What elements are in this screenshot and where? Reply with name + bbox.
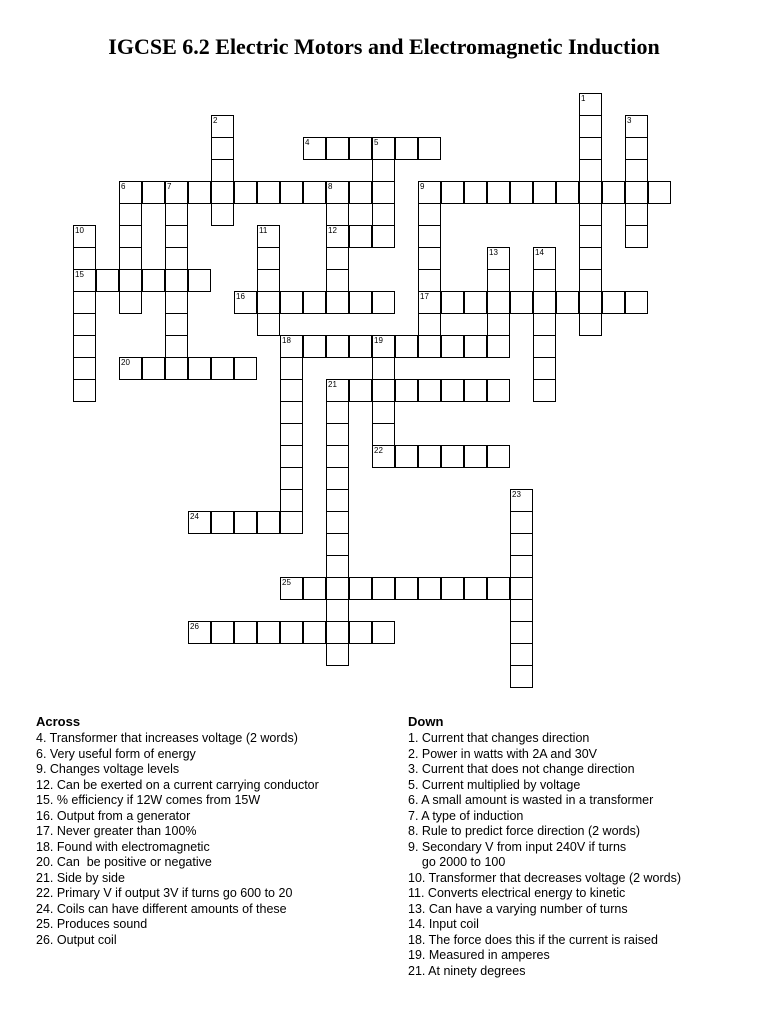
down-clue: 6. A small amount is wasted in a transformer: [408, 793, 654, 807]
crossword-cell[interactable]: [349, 181, 372, 204]
down-clue: 1. Current that changes direction: [408, 731, 590, 745]
clue-number: 20: [121, 358, 130, 367]
crossword-cell[interactable]: [326, 423, 349, 446]
crossword-cell[interactable]: [326, 489, 349, 512]
clue-number: 8: [328, 182, 333, 191]
crossword-cell[interactable]: [119, 203, 142, 226]
crossword-cell[interactable]: [556, 291, 579, 314]
crossword-cell[interactable]: [280, 621, 303, 644]
crossword-cell[interactable]: [648, 181, 671, 204]
crossword-cell[interactable]: [418, 313, 441, 336]
crossword-cell[interactable]: [165, 313, 188, 336]
crossword-cell[interactable]: [533, 181, 556, 204]
crossword-cell[interactable]: [533, 335, 556, 358]
crossword-cell[interactable]: [602, 181, 625, 204]
crossword-cell[interactable]: [418, 291, 441, 314]
crossword-cell[interactable]: [556, 181, 579, 204]
crossword-cell[interactable]: [372, 401, 395, 424]
crossword-cell[interactable]: [510, 555, 533, 578]
crossword-cell[interactable]: [579, 93, 602, 116]
across-clue: 15. % efficiency if 12W comes from 15W: [36, 793, 261, 807]
crossword-cell[interactable]: [119, 247, 142, 270]
clue-number: 13: [489, 248, 498, 257]
crossword-cell[interactable]: [280, 181, 303, 204]
clue-number: 21: [328, 380, 337, 389]
crossword-cell[interactable]: [303, 577, 326, 600]
crossword-cell[interactable]: [625, 181, 648, 204]
crossword-cell[interactable]: [326, 643, 349, 666]
crossword-cell[interactable]: [418, 335, 441, 358]
crossword-cell[interactable]: [487, 379, 510, 402]
down-clue: 18. The force does this if the current is raised: [408, 932, 658, 947]
crossword-cell[interactable]: [280, 467, 303, 490]
clue-number: 24: [190, 512, 199, 521]
crossword-cell[interactable]: [280, 291, 303, 314]
crossword-cell[interactable]: [579, 203, 602, 226]
crossword-cell[interactable]: [349, 137, 372, 160]
crossword-cell[interactable]: [96, 269, 119, 292]
crossword-cell[interactable]: [326, 599, 349, 622]
clue-number: 4: [305, 138, 310, 147]
crossword-cell[interactable]: [234, 511, 257, 534]
down-clues: [408, 714, 738, 979]
crossword-cell[interactable]: [73, 225, 96, 248]
crossword-cell[interactable]: [533, 313, 556, 336]
crossword-cell[interactable]: [372, 423, 395, 446]
crossword-cell[interactable]: [625, 137, 648, 160]
crossword-cell[interactable]: [211, 137, 234, 160]
crossword-cell[interactable]: [464, 181, 487, 204]
clue-number: 6: [121, 182, 126, 191]
crossword-cell[interactable]: [487, 269, 510, 292]
clue-number: 25: [282, 578, 291, 587]
crossword-cell[interactable]: [257, 291, 280, 314]
crossword-cell[interactable]: [464, 577, 487, 600]
crossword-cell[interactable]: [326, 269, 349, 292]
down-clue: 21. At ninety degrees: [408, 963, 526, 978]
down-clue: go 2000 to 100: [408, 855, 506, 869]
down-clue: 2. Power in watts with 2A and 30V: [408, 746, 597, 761]
crossword-cell[interactable]: [280, 335, 303, 358]
crossword-cell[interactable]: [165, 335, 188, 358]
crossword-cell[interactable]: [510, 489, 533, 512]
crossword-cell[interactable]: [280, 511, 303, 534]
crossword-cell[interactable]: [165, 247, 188, 270]
clue-number: 7: [167, 182, 172, 191]
crossword-cell[interactable]: [418, 247, 441, 270]
clue-number: 26: [190, 622, 199, 631]
crossword-cell[interactable]: [579, 225, 602, 248]
across-clue: 16. Output from a generator: [36, 808, 191, 823]
crossword-cell[interactable]: [510, 599, 533, 622]
crossword-cell[interactable]: [533, 357, 556, 380]
crossword-cell[interactable]: [441, 335, 464, 358]
crossword-cell[interactable]: [395, 379, 418, 402]
down-clue: 7. A type of induction: [408, 808, 524, 823]
clue-number: 15: [75, 270, 84, 279]
crossword-cell[interactable]: [625, 115, 648, 138]
crossword-cell[interactable]: [510, 621, 533, 644]
crossword-cell[interactable]: [579, 159, 602, 182]
crossword-cell[interactable]: [303, 137, 326, 160]
crossword-cell[interactable]: [441, 181, 464, 204]
crossword-cell[interactable]: [326, 511, 349, 534]
crossword-cell[interactable]: [372, 203, 395, 226]
crossword-cell[interactable]: [326, 335, 349, 358]
crossword-cell[interactable]: [326, 181, 349, 204]
crossword-cell[interactable]: [487, 445, 510, 468]
crossword-cell[interactable]: [579, 137, 602, 160]
across-clue: 20. Can be positive or negative: [36, 855, 212, 869]
down-clue: 19. Measured in amperes: [408, 948, 550, 962]
crossword-cell[interactable]: [165, 225, 188, 248]
crossword-cell[interactable]: [372, 291, 395, 314]
crossword-cell[interactable]: [326, 621, 349, 644]
crossword-cell[interactable]: [372, 181, 395, 204]
crossword-cell[interactable]: [372, 225, 395, 248]
clue-number: 17: [420, 292, 429, 301]
crossword-cell[interactable]: [142, 181, 165, 204]
crossword-cell[interactable]: [418, 181, 441, 204]
crossword-cell[interactable]: [418, 577, 441, 600]
crossword-cell[interactable]: [73, 357, 96, 380]
crossword-cell[interactable]: [372, 335, 395, 358]
crossword-cell[interactable]: [349, 291, 372, 314]
crossword-cell[interactable]: [510, 533, 533, 556]
crossword-cell[interactable]: [280, 445, 303, 468]
crossword-cell[interactable]: [188, 269, 211, 292]
crossword-cell[interactable]: [372, 577, 395, 600]
crossword-cell[interactable]: [625, 291, 648, 314]
crossword-cell[interactable]: [303, 621, 326, 644]
crossword-cell[interactable]: [280, 423, 303, 446]
crossword-cell[interactable]: [349, 225, 372, 248]
crossword-cell[interactable]: [280, 577, 303, 600]
crossword-cell[interactable]: [510, 577, 533, 600]
across-clue: 18. Found with electromagnetic: [36, 839, 210, 854]
crossword-cell[interactable]: [211, 357, 234, 380]
across-clue: 6. Very useful form of energy: [36, 746, 196, 761]
crossword-cell[interactable]: [303, 335, 326, 358]
crossword-cell[interactable]: [142, 269, 165, 292]
crossword-cell[interactable]: [326, 137, 349, 160]
down-clue: 3. Current that does not change direction: [408, 762, 635, 776]
crossword-cell[interactable]: [73, 313, 96, 336]
crossword-cell[interactable]: [257, 621, 280, 644]
crossword-cell[interactable]: [464, 379, 487, 402]
crossword-cell[interactable]: [441, 379, 464, 402]
crossword-cell[interactable]: [211, 621, 234, 644]
crossword-cell[interactable]: [625, 225, 648, 248]
crossword-cell[interactable]: [372, 621, 395, 644]
crossword-cell[interactable]: [73, 269, 96, 292]
across-clue: 4. Transformer that increases voltage (2 words): [36, 731, 298, 745]
down-clue: 5. Current multiplied by voltage: [408, 777, 581, 792]
clue-number: 16: [236, 292, 245, 301]
crossword-cell[interactable]: [395, 577, 418, 600]
crossword-cell[interactable]: [372, 137, 395, 160]
crossword-cell[interactable]: [257, 511, 280, 534]
crossword-cell[interactable]: [234, 181, 257, 204]
crossword-cell[interactable]: [418, 379, 441, 402]
crossword-cell[interactable]: [257, 313, 280, 336]
crossword-cell[interactable]: [142, 357, 165, 380]
crossword-cell[interactable]: [234, 357, 257, 380]
crossword-cell[interactable]: [211, 159, 234, 182]
crossword-cell[interactable]: [234, 621, 257, 644]
down-clue: 11. Converts electrical energy to kinetic: [408, 886, 626, 900]
crossword-cell[interactable]: [510, 665, 533, 688]
crossword-cell[interactable]: [326, 533, 349, 556]
crossword-cell[interactable]: [441, 291, 464, 314]
crossword-cell[interactable]: [188, 621, 211, 644]
down-clue: 8. Rule to predict force direction (2 words): [408, 824, 641, 838]
crossword-cell[interactable]: [579, 291, 602, 314]
crossword-cell[interactable]: [418, 269, 441, 292]
crossword-cell[interactable]: [349, 379, 372, 402]
crossword-cell[interactable]: [257, 225, 280, 248]
crossword-cell[interactable]: [533, 291, 556, 314]
crossword-cell[interactable]: [349, 577, 372, 600]
crossword-cell[interactable]: [625, 203, 648, 226]
crossword-cell[interactable]: [464, 291, 487, 314]
crossword-cell[interactable]: [418, 203, 441, 226]
clue-number: 22: [374, 446, 383, 455]
crossword-cell[interactable]: [211, 203, 234, 226]
crossword-cell[interactable]: [395, 445, 418, 468]
crossword-cell[interactable]: [73, 247, 96, 270]
crossword-cell[interactable]: [372, 379, 395, 402]
crossword-cell[interactable]: [625, 159, 648, 182]
crossword-cell[interactable]: [418, 225, 441, 248]
crossword-cell[interactable]: [510, 511, 533, 534]
crossword-cell[interactable]: [349, 621, 372, 644]
crossword-cell[interactable]: [395, 137, 418, 160]
crossword-cell[interactable]: [234, 291, 257, 314]
across-clue: 22. Primary V if output 3V if turns go 600 to 20: [36, 886, 293, 900]
crossword-cell[interactable]: [280, 379, 303, 402]
crossword-cell[interactable]: [280, 357, 303, 380]
crossword-cell[interactable]: [579, 313, 602, 336]
crossword-cell[interactable]: [165, 269, 188, 292]
crossword-cell[interactable]: [487, 291, 510, 314]
crossword-cell[interactable]: [372, 445, 395, 468]
crossword-cell[interactable]: [165, 357, 188, 380]
crossword-cell[interactable]: [280, 401, 303, 424]
down-clue: 13. Can have a varying number of turns: [408, 901, 628, 916]
crossword-cell[interactable]: [73, 291, 96, 314]
crossword-cell[interactable]: [487, 577, 510, 600]
crossword-cell[interactable]: [257, 247, 280, 270]
crossword-cell[interactable]: [326, 203, 349, 226]
crossword-cell[interactable]: [510, 643, 533, 666]
crossword-cell[interactable]: [464, 335, 487, 358]
crossword-cell[interactable]: [188, 511, 211, 534]
crossword-cell[interactable]: [326, 577, 349, 600]
crossword-cell[interactable]: [73, 379, 96, 402]
crossword-cell[interactable]: [119, 181, 142, 204]
across-clue: 24. Coils can have different amounts of these: [36, 901, 287, 916]
crossword-cell[interactable]: [579, 115, 602, 138]
crossword-cell[interactable]: [188, 181, 211, 204]
crossword-cell[interactable]: [579, 247, 602, 270]
crossword-cell[interactable]: [257, 181, 280, 204]
crossword-cell[interactable]: [165, 181, 188, 204]
clue-number: 11: [259, 226, 268, 235]
crossword-cell[interactable]: [188, 357, 211, 380]
crossword-cell[interactable]: [441, 577, 464, 600]
crossword-cell[interactable]: [73, 335, 96, 358]
crossword-cell[interactable]: [303, 181, 326, 204]
clue-number: 18: [282, 336, 291, 345]
clue-number: 1: [581, 94, 586, 103]
crossword-cell[interactable]: [326, 247, 349, 270]
crossword-cell[interactable]: [602, 291, 625, 314]
down-heading: Down: [408, 714, 444, 729]
crossword-cell[interactable]: [372, 357, 395, 380]
across-clue: 26. Output coil: [36, 932, 117, 947]
crossword-cell[interactable]: [487, 313, 510, 336]
crossword-cell[interactable]: [211, 115, 234, 138]
crossword-cell[interactable]: [533, 269, 556, 292]
crossword-cell[interactable]: [372, 159, 395, 182]
across-clue: 21. Side by side: [36, 870, 125, 885]
crossword-cell[interactable]: [510, 181, 533, 204]
crossword-cell[interactable]: [349, 335, 372, 358]
crossword-cell[interactable]: [326, 467, 349, 490]
down-clue: 14. Input coil: [408, 917, 479, 931]
crossword-cell[interactable]: [579, 181, 602, 204]
crossword-cell[interactable]: [326, 291, 349, 314]
crossword-cell[interactable]: [280, 489, 303, 512]
crossword-cell[interactable]: [464, 445, 487, 468]
across-clue: 12. Can be exerted on a current carrying conductor: [36, 777, 319, 792]
crossword-cell[interactable]: [303, 291, 326, 314]
crossword-cell[interactable]: [211, 511, 234, 534]
down-clue: 10. Transformer that decreases voltage (2 words): [408, 870, 682, 885]
crossword-cell[interactable]: [533, 379, 556, 402]
across-clues: [36, 714, 386, 948]
crossword-cell[interactable]: [441, 445, 464, 468]
crossword-cell[interactable]: [510, 291, 533, 314]
crossword-cell[interactable]: [165, 203, 188, 226]
crossword-cell[interactable]: [165, 291, 188, 314]
crossword-cell[interactable]: [418, 445, 441, 468]
clue-number: 23: [512, 490, 521, 499]
clue-number: 5: [374, 138, 379, 147]
crossword-cell[interactable]: [119, 269, 142, 292]
crossword-cell[interactable]: [579, 269, 602, 292]
crossword-cell[interactable]: [211, 181, 234, 204]
crossword-cell[interactable]: [326, 401, 349, 424]
crossword-cell[interactable]: [395, 335, 418, 358]
crossword-cell[interactable]: [487, 181, 510, 204]
crossword-cell[interactable]: [119, 291, 142, 314]
crossword-cell[interactable]: [257, 269, 280, 292]
crossword-cell[interactable]: [326, 379, 349, 402]
clue-number: 19: [374, 336, 383, 345]
clue-number: 14: [535, 248, 544, 257]
clue-number: 10: [75, 226, 84, 235]
crossword-cell[interactable]: [533, 247, 556, 270]
crossword-cell[interactable]: [326, 555, 349, 578]
crossword-cell[interactable]: [418, 137, 441, 160]
across-clue: 17. Never greater than 100%: [36, 824, 197, 838]
crossword-cell[interactable]: [326, 445, 349, 468]
across-clue: 9. Changes voltage levels: [36, 762, 180, 776]
across-clue: 25. Produces sound: [36, 917, 148, 931]
crossword-cell[interactable]: [326, 225, 349, 248]
clue-number: 9: [420, 182, 425, 191]
crossword-cell[interactable]: [119, 357, 142, 380]
crossword-cell[interactable]: [119, 225, 142, 248]
page-title: IGCSE 6.2 Electric Motors and Electromagnetic Induction: [108, 34, 660, 59]
crossword-cell[interactable]: [487, 335, 510, 358]
across-heading: Across: [36, 714, 81, 729]
clue-number: 12: [328, 226, 337, 235]
clue-number: 2: [213, 116, 218, 125]
down-clue: 9. Secondary V from input 240V if turns: [408, 839, 627, 854]
crossword-cell[interactable]: [487, 247, 510, 270]
clue-number: 3: [627, 116, 632, 125]
